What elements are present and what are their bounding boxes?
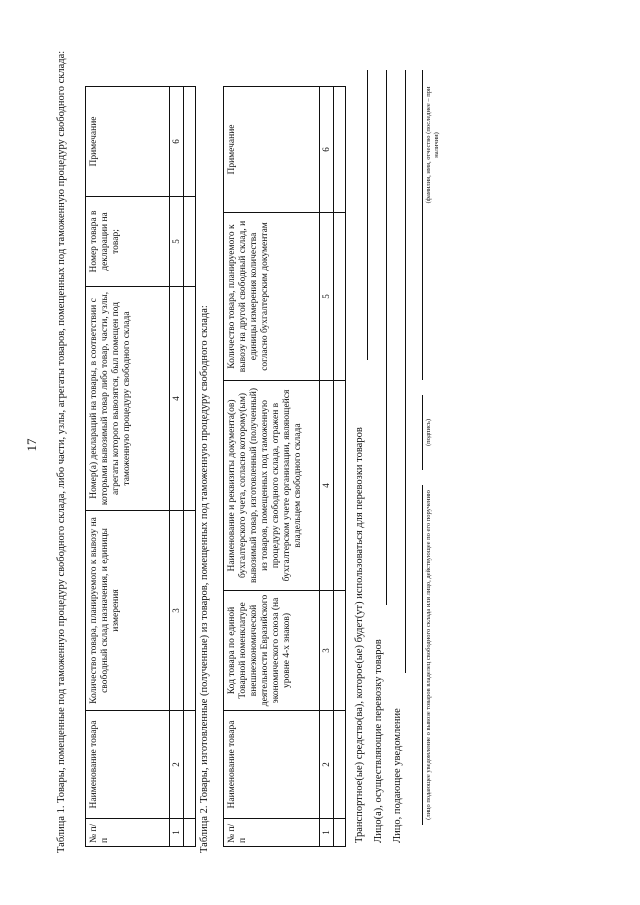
table1-number-cell: 3 bbox=[170, 511, 184, 711]
table2-number-row bbox=[320, 87, 334, 847]
table1-header-cell: Количество товара, планируемого к вывозу на свободный склад назначения, и единицы измерения bbox=[86, 511, 170, 711]
table2-header-cell: № п/п bbox=[224, 819, 320, 847]
table1 bbox=[85, 86, 196, 847]
carrier-line[interactable] bbox=[386, 70, 387, 605]
table2-number-cell: 6 bbox=[320, 87, 334, 213]
table1-number-cell: 6 bbox=[170, 87, 184, 197]
transport-line[interactable] bbox=[367, 70, 368, 360]
table2 bbox=[223, 86, 346, 847]
table1-empty-row bbox=[184, 87, 196, 847]
table2-header-cell: Количество товара, планируемого к вывозу на другой свободный склад, и единицы измерения количества согласно бухгалтерским документам bbox=[224, 213, 320, 381]
table2-header-cell: Наименование и реквизиты документа(ов) бухгалтерского учета, согласно которому(ым) вывозимый товар, изготовленный (полученный) из товаров, помещенных под таможенную процедуру свободного склада, отражен в бухгалтерском учете организации, являющейся владельцем свободного склада bbox=[224, 381, 320, 591]
table1-header-cell: Примечание bbox=[86, 87, 170, 197]
table1-header-cell: Номер товара в декларации на товар; bbox=[86, 197, 170, 287]
table1-number-cell: 4 bbox=[170, 287, 184, 511]
table2-header-row bbox=[224, 87, 320, 847]
table1-number-cell: 5 bbox=[170, 197, 184, 287]
page-number: 17 bbox=[24, 438, 39, 452]
table2-header-cell: Код товара по единой Товарной номенклатуре внешнеэкономической деятельности Евразийского экономического союза (на уровне 4-х знаков) bbox=[224, 591, 320, 711]
table1-header-cell: № п/п bbox=[86, 819, 170, 847]
table2-number-cell: 1 bbox=[320, 819, 334, 847]
table1-number-cell: 2 bbox=[170, 711, 184, 819]
table2-header-cell: Примечание bbox=[224, 87, 320, 213]
table1-caption: Таблица 1. Товары, помещенные под таможенную процедуру свободного склада, либо части, узлы, агрегаты товаров, помещенных под таможенную процедуру свободного склада: bbox=[56, 50, 67, 853]
carrier-label: Лицо(а), осуществляющие перевозку товаров bbox=[373, 639, 384, 843]
signature-caption: (подпись) bbox=[425, 419, 432, 446]
table2-number-cell: 5 bbox=[320, 213, 334, 381]
submitter-person-line[interactable] bbox=[422, 485, 423, 825]
submitter-person-caption: (лицо подающее уведомление о вывозе товаров владелец свободного склада или лицо, действующее по его поручению bbox=[425, 490, 432, 820]
table2-empty-row bbox=[334, 87, 346, 847]
table2-number-cell: 2 bbox=[320, 711, 334, 819]
submitter-line[interactable] bbox=[405, 70, 406, 673]
table1-number-row bbox=[170, 87, 184, 847]
table1-number-cell: 1 bbox=[170, 819, 184, 847]
name-line[interactable] bbox=[422, 70, 423, 380]
name-caption: (фамилия, имя, отчество (последнее – при наличии) bbox=[425, 86, 440, 204]
table1-header-row bbox=[86, 87, 170, 847]
signature-line[interactable] bbox=[422, 395, 423, 470]
table2-header-cell: Наименование товара bbox=[224, 711, 320, 819]
submitter-label: Лицо, подающее уведомление bbox=[392, 708, 403, 843]
transport-label: Транспортное(ые) средство(ва), которое(ые) будет(ут) использоваться для перевозки товаров bbox=[354, 427, 365, 843]
table2-number-cell: 3 bbox=[320, 591, 334, 711]
table2-number-cell: 4 bbox=[320, 381, 334, 591]
table1-header-cell: Наименование товара bbox=[86, 711, 170, 819]
table2-caption: Таблица 2. Товары, изготовленные (полученные) из товаров, помещенных под таможенную процедуру свободного склада: bbox=[199, 305, 210, 853]
table1-header-cell: Номер(а) деклараций на товары, в соответствии с которыми вывозимый товар либо товар, части, узлы, агрегаты которого вывозятся, был помещен под таможенную процедуру свободного склада bbox=[86, 287, 170, 511]
